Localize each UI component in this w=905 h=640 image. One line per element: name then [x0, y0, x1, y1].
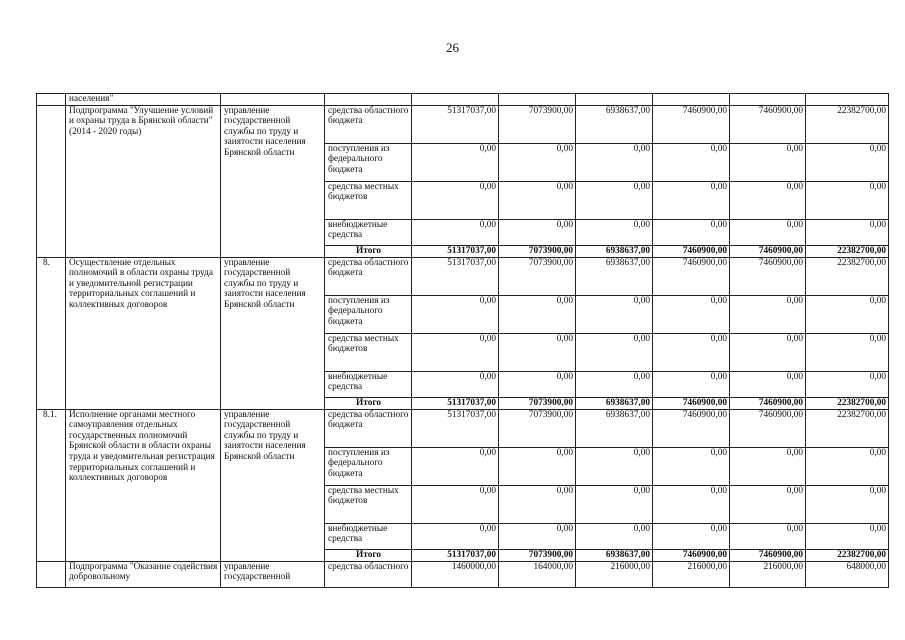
total-value-cell: 7460900,00 [730, 245, 806, 257]
value-cell: 22382700,00 [806, 409, 889, 447]
value-cell: 7073900,00 [499, 257, 576, 295]
value-cell: 216000,00 [730, 561, 806, 587]
funding-source-cell: средства местных бюджетов [325, 485, 412, 523]
total-value-cell: 22382700,00 [806, 245, 889, 257]
value-cell: 0,00 [499, 447, 576, 485]
value-cell: 0,00 [730, 523, 806, 549]
value-cell: 0,00 [730, 485, 806, 523]
value-cell: 0,00 [730, 181, 806, 219]
empty-cell [499, 94, 576, 106]
value-cell: 22382700,00 [806, 257, 889, 295]
value-cell: 0,00 [499, 333, 576, 371]
value-cell: 51317037,00 [412, 257, 499, 295]
program-name-cell: Исполнение органами местного самоуправления отдельных государственных полномочий Брянской области в области охраны труда и уведомительная регистрация территориальных соглашений и коллективных договоров [66, 409, 221, 561]
row-index-cell [37, 105, 66, 257]
value-cell: 51317037,00 [412, 409, 499, 447]
total-label-cell: Итого [325, 245, 412, 257]
program-name-cell: Осуществление отдельных полномочий в области охраны труда и уведомительной регистрации территориальных соглашений и коллективных договоров [66, 257, 221, 409]
value-cell: 0,00 [653, 143, 730, 181]
empty-cell [806, 94, 889, 106]
executor-cell: управление государственной [221, 561, 325, 587]
value-cell: 0,00 [576, 181, 653, 219]
funding-row [37, 105, 889, 143]
value-cell: 0,00 [653, 219, 730, 245]
value-cell: 0,00 [499, 523, 576, 549]
funding-source-cell: поступления из федерального бюджета [325, 295, 412, 333]
funding-source-cell: средства местных бюджетов [325, 333, 412, 371]
value-cell: 0,00 [499, 143, 576, 181]
value-cell: 0,00 [653, 447, 730, 485]
value-cell: 7073900,00 [499, 105, 576, 143]
value-cell: 0,00 [653, 523, 730, 549]
value-cell: 0,00 [806, 295, 889, 333]
total-label-cell: Итого [325, 549, 412, 561]
value-cell: 0,00 [576, 219, 653, 245]
value-cell: 0,00 [412, 333, 499, 371]
value-cell: 0,00 [412, 295, 499, 333]
value-cell: 0,00 [412, 143, 499, 181]
funding-source-cell: поступления из федерального бюджета [325, 143, 412, 181]
value-cell: 7073900,00 [499, 409, 576, 447]
total-value-cell: 7460900,00 [730, 397, 806, 409]
funding-source-cell: средства областного [325, 561, 412, 587]
value-cell: 0,00 [730, 295, 806, 333]
program-name-cell: Подпрограмма "Улучшение условий и охраны труда в Брянской области" (2014 - 2020 годы) [66, 105, 221, 257]
value-cell: 0,00 [499, 371, 576, 397]
total-value-cell: 51317037,00 [412, 549, 499, 561]
value-cell: 0,00 [730, 447, 806, 485]
value-cell: 0,00 [412, 485, 499, 523]
total-label-cell: Итого [325, 397, 412, 409]
total-value-cell: 6938637,00 [576, 549, 653, 561]
value-cell: 0,00 [499, 485, 576, 523]
empty-cell [653, 94, 730, 106]
value-cell: 0,00 [499, 295, 576, 333]
total-value-cell: 51317037,00 [412, 397, 499, 409]
value-cell: 0,00 [653, 295, 730, 333]
value-cell: 0,00 [412, 181, 499, 219]
value-cell: 216000,00 [653, 561, 730, 587]
value-cell: 0,00 [806, 219, 889, 245]
value-cell: 0,00 [499, 181, 576, 219]
value-cell: 7460900,00 [730, 105, 806, 143]
value-cell: 0,00 [576, 447, 653, 485]
continuation-name-cell: населения" [66, 94, 221, 106]
value-cell: 0,00 [576, 333, 653, 371]
total-value-cell: 7073900,00 [499, 245, 576, 257]
value-cell: 0,00 [576, 523, 653, 549]
row-index-cell: 8.1. [37, 409, 66, 561]
value-cell: 0,00 [576, 295, 653, 333]
funding-source-cell: средства местных бюджетов [325, 181, 412, 219]
value-cell: 0,00 [806, 485, 889, 523]
funding-source-cell: средства областного бюджета [325, 409, 412, 447]
funding-row [37, 257, 889, 295]
value-cell: 0,00 [730, 143, 806, 181]
total-value-cell: 51317037,00 [412, 245, 499, 257]
executor-cell: управление государственной службы по труду и занятости населения Брянской области [221, 105, 325, 257]
total-value-cell: 7460900,00 [653, 549, 730, 561]
program-name-cell: Подпрограмма "Оказание содействия добровольному [66, 561, 221, 587]
value-cell: 0,00 [499, 219, 576, 245]
value-cell: 0,00 [806, 371, 889, 397]
value-cell: 648000,00 [806, 561, 889, 587]
funding-row [37, 409, 889, 447]
value-cell: 7460900,00 [730, 409, 806, 447]
value-cell: 0,00 [412, 371, 499, 397]
total-value-cell: 7073900,00 [499, 549, 576, 561]
value-cell: 1460000,00 [412, 561, 499, 587]
value-cell: 6938637,00 [576, 409, 653, 447]
value-cell: 216000,00 [576, 561, 653, 587]
index-cell [37, 94, 66, 106]
total-value-cell: 6938637,00 [576, 397, 653, 409]
value-cell: 6938637,00 [576, 105, 653, 143]
empty-cell [325, 94, 412, 106]
value-cell: 7460900,00 [730, 257, 806, 295]
page-number: 26 [446, 40, 459, 55]
value-cell: 0,00 [653, 371, 730, 397]
continuation-row [37, 94, 889, 106]
row-index-cell [37, 561, 66, 587]
value-cell: 0,00 [730, 219, 806, 245]
funding-source-cell: средства областного бюджета [325, 257, 412, 295]
total-value-cell: 7460900,00 [653, 245, 730, 257]
value-cell: 0,00 [653, 181, 730, 219]
empty-cell [412, 94, 499, 106]
value-cell: 0,00 [412, 219, 499, 245]
value-cell: 0,00 [412, 447, 499, 485]
value-cell: 0,00 [653, 485, 730, 523]
value-cell: 0,00 [806, 447, 889, 485]
value-cell: 0,00 [806, 333, 889, 371]
funding-source-cell: внебюджетные средства [325, 523, 412, 549]
funding-row [37, 561, 889, 587]
value-cell: 7460900,00 [653, 257, 730, 295]
value-cell: 0,00 [576, 485, 653, 523]
funding-source-cell: средства областного бюджета [325, 105, 412, 143]
executor-cell: управление государственной службы по труду и занятости населения Брянской области [221, 257, 325, 409]
total-value-cell: 7073900,00 [499, 397, 576, 409]
budget-table [36, 93, 889, 588]
value-cell: 0,00 [576, 143, 653, 181]
value-cell: 0,00 [730, 371, 806, 397]
executor-cell: управление государственной службы по труду и занятости населения Брянской области [221, 409, 325, 561]
value-cell: 22382700,00 [806, 105, 889, 143]
total-value-cell: 7460900,00 [653, 397, 730, 409]
total-value-cell: 22382700,00 [806, 397, 889, 409]
value-cell: 164000,00 [499, 561, 576, 587]
value-cell: 6938637,00 [576, 257, 653, 295]
total-value-cell: 7460900,00 [730, 549, 806, 561]
value-cell: 51317037,00 [412, 105, 499, 143]
row-index-cell: 8. [37, 257, 66, 409]
empty-cell [221, 94, 325, 106]
value-cell: 7460900,00 [653, 409, 730, 447]
value-cell: 0,00 [730, 333, 806, 371]
total-value-cell: 6938637,00 [576, 245, 653, 257]
value-cell: 7460900,00 [653, 105, 730, 143]
value-cell: 0,00 [806, 143, 889, 181]
funding-source-cell: внебюджетные средства [325, 219, 412, 245]
funding-source-cell: внебюджетные средства [325, 371, 412, 397]
value-cell: 0,00 [576, 371, 653, 397]
value-cell: 0,00 [412, 523, 499, 549]
total-value-cell: 22382700,00 [806, 549, 889, 561]
empty-cell [576, 94, 653, 106]
value-cell: 0,00 [806, 523, 889, 549]
value-cell: 0,00 [806, 181, 889, 219]
empty-cell [730, 94, 806, 106]
funding-source-cell: поступления из федерального бюджета [325, 447, 412, 485]
value-cell: 0,00 [653, 333, 730, 371]
